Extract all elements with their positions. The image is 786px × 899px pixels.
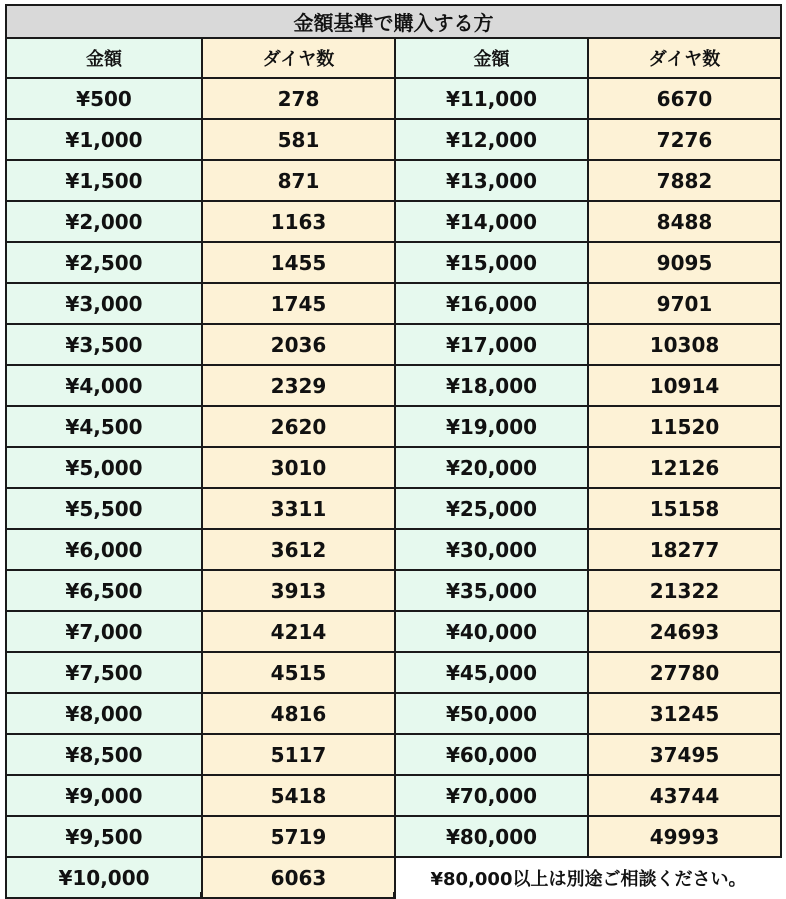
diamond-cell: 3612 (202, 529, 395, 570)
header-diamonds-right: ダイヤ数 (588, 38, 781, 78)
diamond-cell: 49993 (588, 816, 781, 857)
table-row (6, 652, 781, 693)
diamond-cell: 871 (202, 160, 395, 201)
amount-cell: ¥15,000 (395, 242, 588, 283)
amount-cell: ¥9,500 (6, 816, 202, 857)
amount-cell: ¥17,000 (395, 324, 588, 365)
amount-cell: ¥18,000 (395, 365, 588, 406)
amount-cell: ¥8,500 (6, 734, 202, 775)
diamond-cell: 43744 (588, 775, 781, 816)
table-row (6, 734, 781, 775)
amount-cell: ¥60,000 (395, 734, 588, 775)
grid-line-tail (200, 892, 202, 898)
table-row (6, 693, 781, 734)
amount-cell: ¥4,500 (6, 406, 202, 447)
amount-cell: ¥4,000 (6, 365, 202, 406)
diamond-cell: 7276 (588, 119, 781, 160)
amount-cell: ¥6,000 (6, 529, 202, 570)
diamond-cell: 3913 (202, 570, 395, 611)
diamond-cell: 2036 (202, 324, 395, 365)
diamond-cell: 3311 (202, 488, 395, 529)
amount-cell: ¥7,000 (6, 611, 202, 652)
table-row (6, 406, 781, 447)
table-row (6, 488, 781, 529)
diamond-cell: 2620 (202, 406, 395, 447)
diamond-cell: 4214 (202, 611, 395, 652)
amount-cell: ¥13,000 (395, 160, 588, 201)
table-row (6, 775, 781, 816)
diamond-cell: 6670 (588, 78, 781, 119)
table-row (6, 324, 781, 365)
header-diamonds-left: ダイヤ数 (202, 38, 395, 78)
diamond-cell: 9701 (588, 283, 781, 324)
amount-cell: ¥11,000 (395, 78, 588, 119)
amount-cell: ¥70,000 (395, 775, 588, 816)
header-amount-right: 金額 (395, 38, 588, 78)
consult-note: ¥80,000以上は別途ご相談ください。 (395, 857, 781, 898)
amount-cell: ¥30,000 (395, 529, 588, 570)
diamond-cell: 37495 (588, 734, 781, 775)
diamond-cell: 4515 (202, 652, 395, 693)
diamond-cell: 4816 (202, 693, 395, 734)
diamond-cell: 6063 (202, 857, 395, 898)
table-row (6, 201, 781, 242)
diamond-cell: 1163 (202, 201, 395, 242)
amount-cell: ¥50,000 (395, 693, 588, 734)
table-title: 金額基準で購入する方 (6, 5, 781, 38)
table-row (6, 283, 781, 324)
table-row (6, 242, 781, 283)
diamond-cell: 278 (202, 78, 395, 119)
amount-cell: ¥25,000 (395, 488, 588, 529)
amount-cell: ¥19,000 (395, 406, 588, 447)
amount-cell: ¥3,000 (6, 283, 202, 324)
diamond-cell: 10308 (588, 324, 781, 365)
amount-cell: ¥14,000 (395, 201, 588, 242)
diamond-cell: 7882 (588, 160, 781, 201)
diamond-cell: 10914 (588, 365, 781, 406)
diamond-cell: 5418 (202, 775, 395, 816)
amount-cell: ¥2,500 (6, 242, 202, 283)
table-row (6, 160, 781, 201)
table-row (6, 816, 781, 857)
amount-cell: ¥9,000 (6, 775, 202, 816)
diamond-cell: 3010 (202, 447, 395, 488)
amount-cell: ¥1,500 (6, 160, 202, 201)
table-row (6, 570, 781, 611)
amount-cell: ¥35,000 (395, 570, 588, 611)
diamond-cell: 581 (202, 119, 395, 160)
diamond-cell: 9095 (588, 242, 781, 283)
amount-cell: ¥45,000 (395, 652, 588, 693)
amount-cell: ¥10,000 (6, 857, 202, 898)
diamond-cell: 2329 (202, 365, 395, 406)
diamond-cell: 5117 (202, 734, 395, 775)
table-row (6, 78, 781, 119)
table-body (6, 78, 781, 857)
diamond-cell: 5719 (202, 816, 395, 857)
diamond-cell: 12126 (588, 447, 781, 488)
diamond-cell: 27780 (588, 652, 781, 693)
amount-cell: ¥16,000 (395, 283, 588, 324)
table-row (6, 529, 781, 570)
amount-cell: ¥1,000 (6, 119, 202, 160)
table-row (6, 119, 781, 160)
amount-cell: ¥7,500 (6, 652, 202, 693)
diamond-cell: 1745 (202, 283, 395, 324)
amount-cell: ¥2,000 (6, 201, 202, 242)
table-row (6, 611, 781, 652)
diamond-cell: 24693 (588, 611, 781, 652)
table-row (6, 365, 781, 406)
price-table (5, 4, 782, 899)
grid-line-tail (393, 892, 395, 898)
amount-cell: ¥8,000 (6, 693, 202, 734)
amount-cell: ¥5,500 (6, 488, 202, 529)
header-amount-left: 金額 (6, 38, 202, 78)
amount-cell: ¥40,000 (395, 611, 588, 652)
amount-cell: ¥12,000 (395, 119, 588, 160)
amount-cell: ¥6,500 (6, 570, 202, 611)
amount-cell: ¥5,000 (6, 447, 202, 488)
diamond-cell: 18277 (588, 529, 781, 570)
amount-cell: ¥500 (6, 78, 202, 119)
diamond-cell: 8488 (588, 201, 781, 242)
diamond-cell: 15158 (588, 488, 781, 529)
diamond-cell: 31245 (588, 693, 781, 734)
diamond-cell: 21322 (588, 570, 781, 611)
amount-cell: ¥80,000 (395, 816, 588, 857)
diamond-cell: 1455 (202, 242, 395, 283)
table-row (6, 447, 781, 488)
diamond-cell: 11520 (588, 406, 781, 447)
amount-cell: ¥20,000 (395, 447, 588, 488)
amount-cell: ¥3,500 (6, 324, 202, 365)
